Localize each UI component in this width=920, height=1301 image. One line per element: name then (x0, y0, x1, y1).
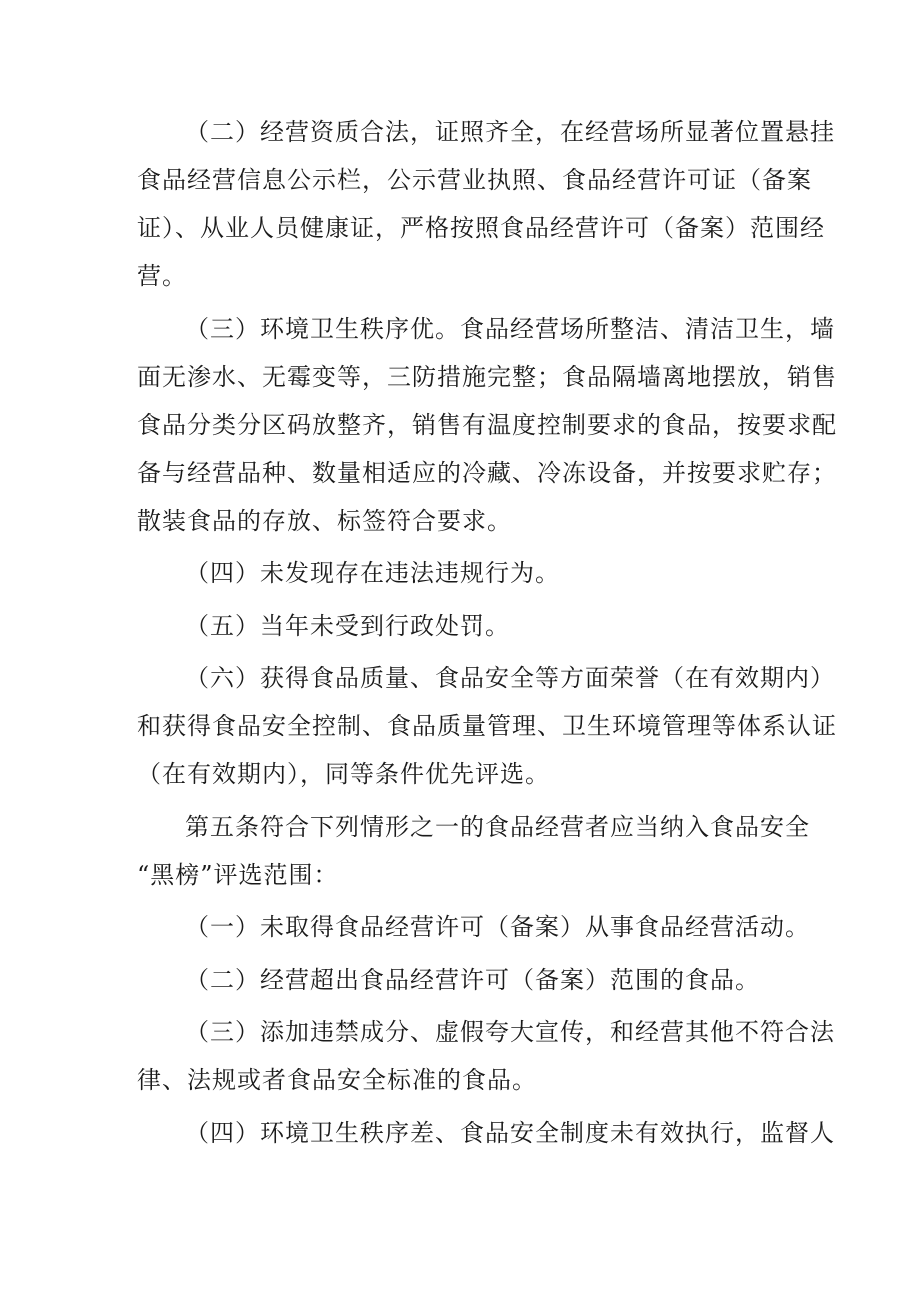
paragraph-line: （三）环境卫生秩序优。食品经营场所整洁、清洁卫生，墙 (185, 315, 835, 343)
paragraph-line: （四）未发现存在违法违规行为。 (185, 559, 560, 587)
paragraph-line: （六）获得食品质量、食品安全等方面荣誉（在有效期内） (185, 664, 835, 692)
paragraph-line: （二）经营超出食品经营许可（备案）范围的食品。 (185, 966, 760, 994)
paragraph-line: “黑榜”评选范围： (137, 861, 339, 889)
paragraph-line: （三）添加违禁成分、虚假夸大宣传，和经营其他不符合法 (185, 1018, 835, 1046)
paragraph-line: 证）、从业人员健康证，严格按照食品经营许可（备案）范围经 (137, 214, 825, 242)
paragraph-line: 面无渗水、无霉变等，三防措施完整；食品隔墙离地摆放，销售 (137, 363, 837, 391)
paragraph-line: 和获得食品安全控制、食品质量管理、卫生环境管理等体系认证 (137, 712, 837, 740)
paragraph-line: 备与经营品种、数量相适应的冷藏、冷冻设备，并按要求贮存； (137, 459, 837, 487)
paragraph-line: （一）未取得食品经营许可（备案）从事食品经营活动。 (185, 913, 810, 941)
paragraph-line: 第五条符合下列情形之一的食品经营者应当纳入食品安全 (185, 813, 810, 841)
paragraph-line: 食品经营信息公示栏，公示营业执照、食品经营许可证（备案 (137, 166, 812, 194)
paragraph-line: （五）当年未受到行政处罚。 (185, 612, 510, 640)
paragraph-line: （四）环境卫生秩序差、食品安全制度未有效执行，监督人 (185, 1119, 835, 1147)
paragraph-line: 律、法规或者食品安全标准的食品。 (137, 1066, 537, 1094)
paragraph-line: 散装食品的存放、标签符合要求。 (137, 507, 512, 535)
paragraph-line: 食品分类分区码放整齐，销售有温度控制要求的食品，按要求配 (137, 411, 837, 439)
paragraph-line: （在有效期内），同等条件优先评选。 (137, 760, 550, 788)
paragraph-line: （二）经营资质合法，证照齐全，在经营场所显著位置悬挂 (185, 118, 835, 146)
paragraph-line: 营。 (137, 262, 187, 290)
